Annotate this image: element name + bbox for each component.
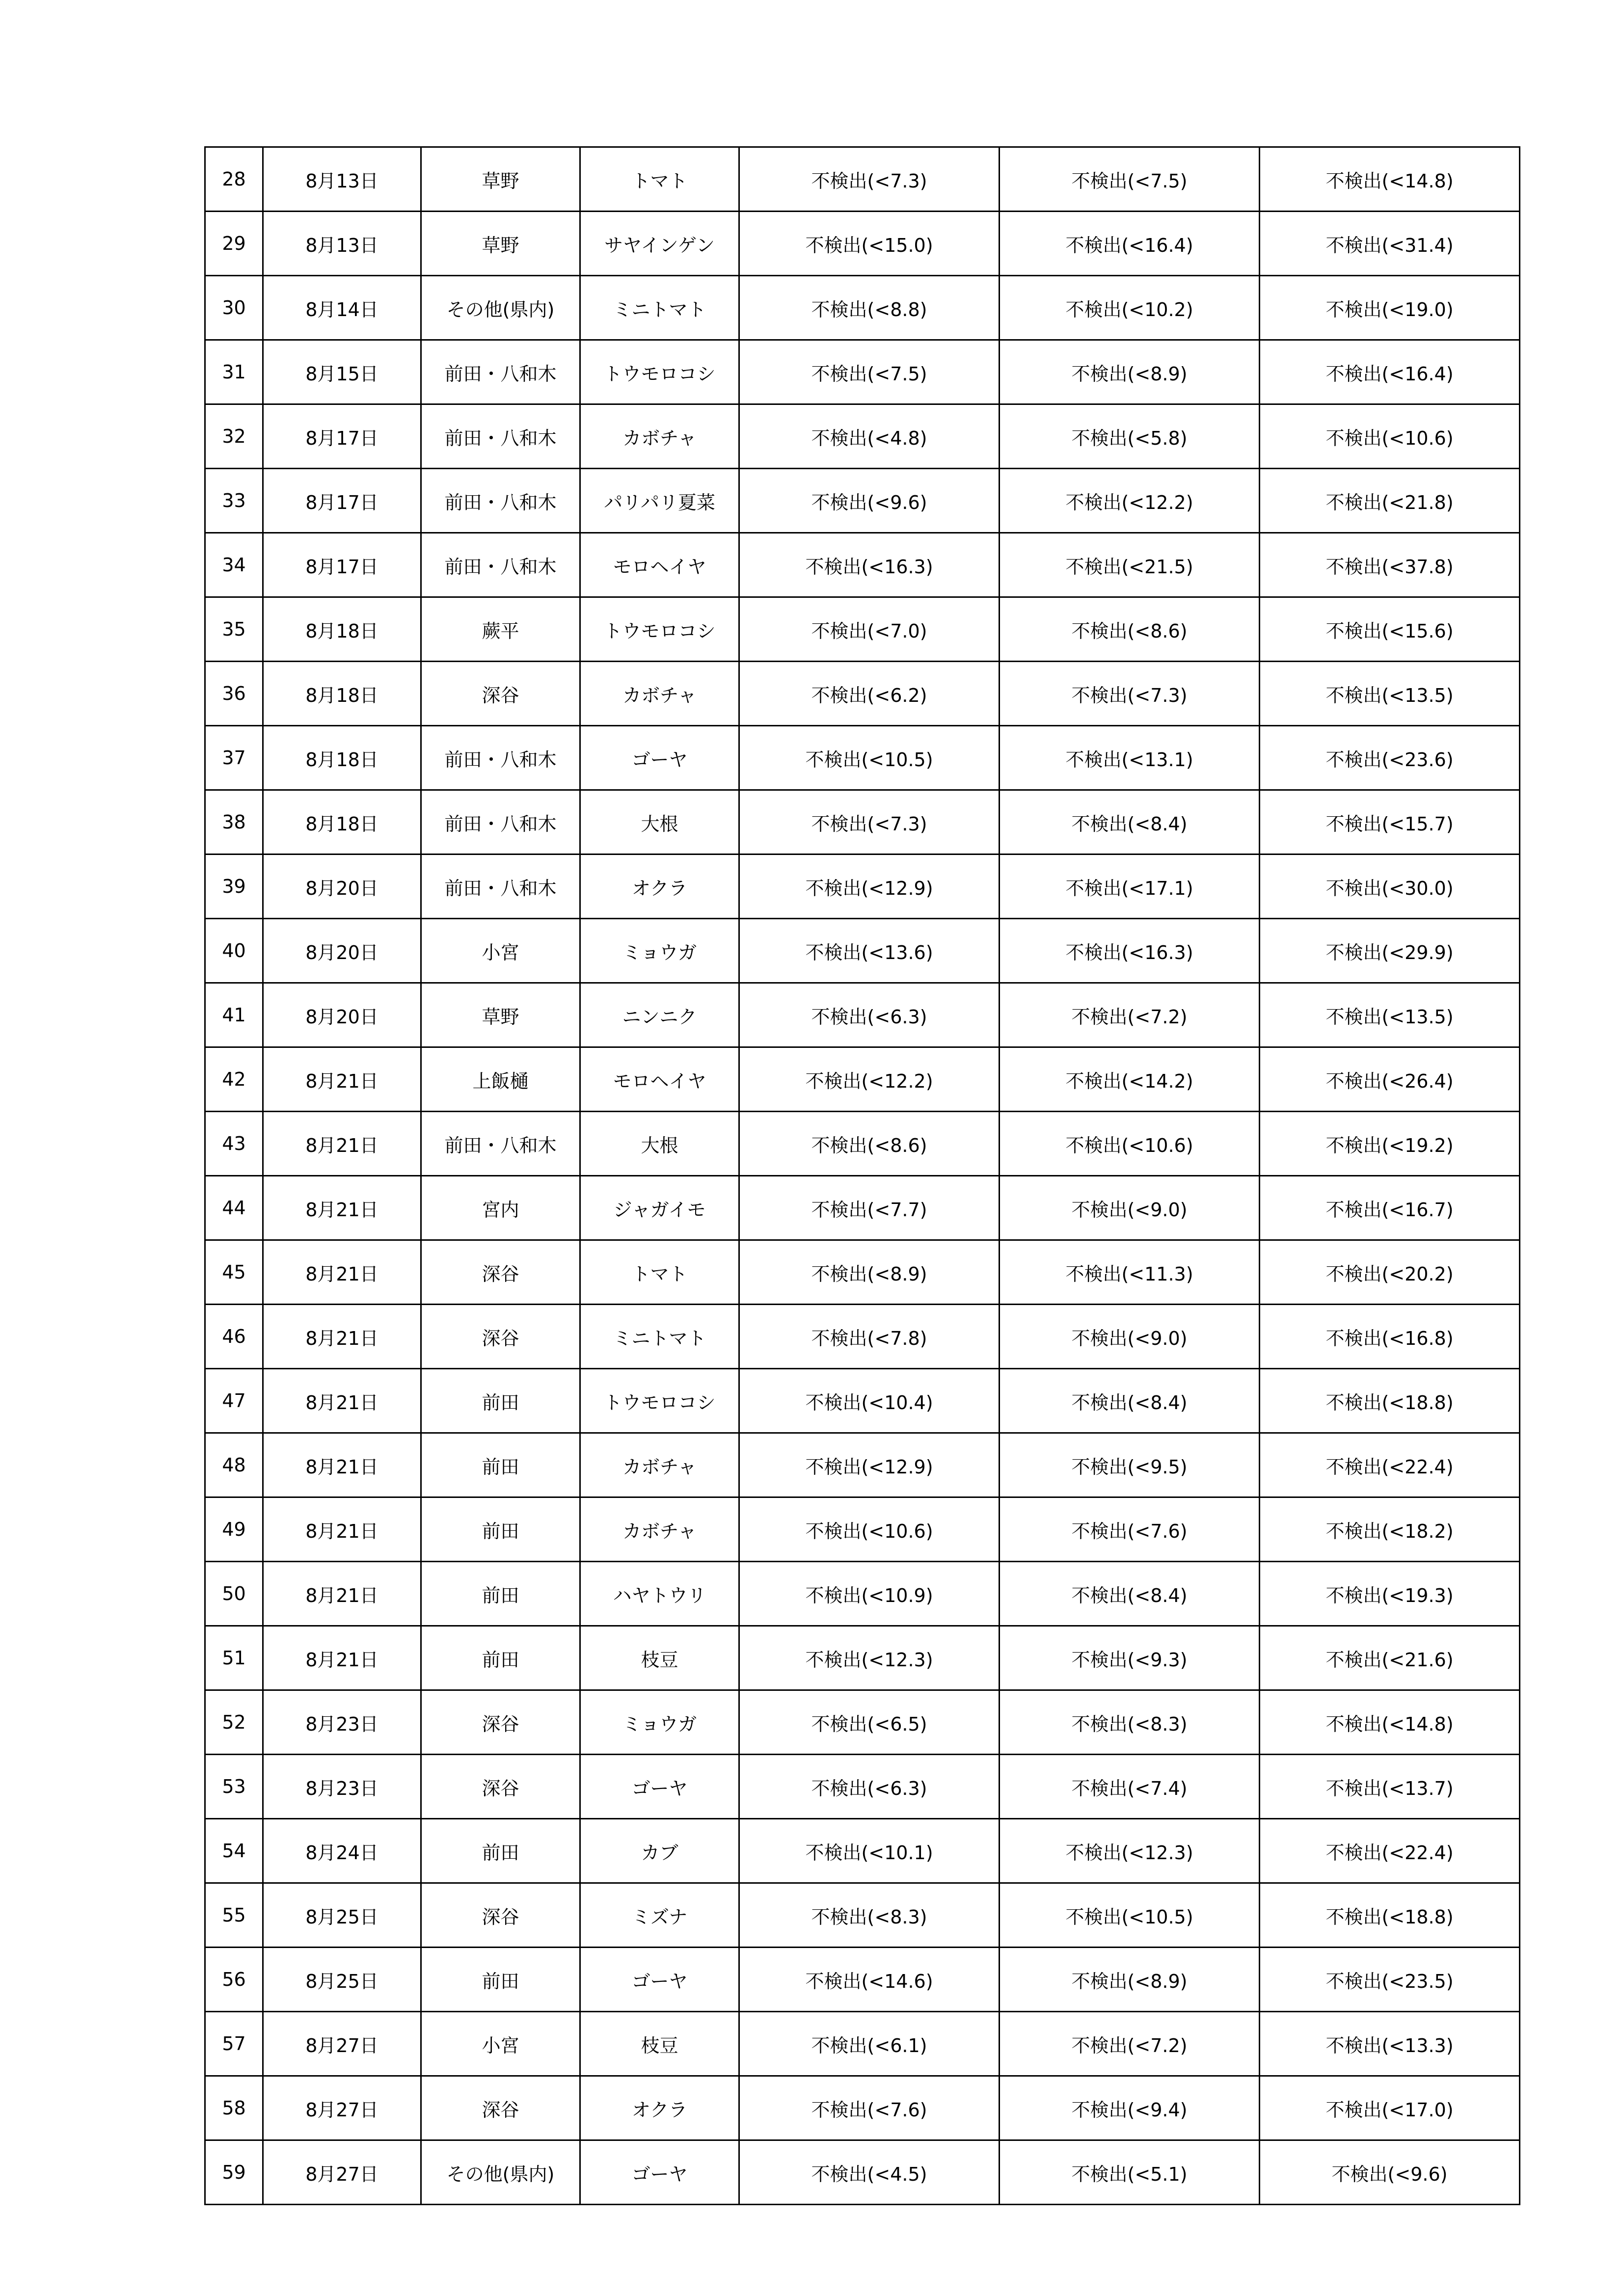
row-number-cell: 50 — [205, 1562, 263, 1626]
table-row — [205, 2012, 1520, 2076]
date-cell: 8月21日 — [263, 1562, 421, 1626]
result-3-cell: 不検出(<17.0) — [1260, 2076, 1520, 2140]
result-2-cell: 不検出(<8.9) — [1000, 1948, 1260, 2012]
result-2-cell: 不検出(<9.0) — [1000, 1305, 1260, 1369]
date-cell: 8月21日 — [263, 1176, 421, 1240]
result-2-cell: 不検出(<7.2) — [1000, 983, 1260, 1047]
row-number-cell: 35 — [205, 597, 263, 662]
result-3-cell: 不検出(<22.4) — [1260, 1433, 1520, 1497]
row-number-cell: 43 — [205, 1112, 263, 1176]
table-row — [205, 662, 1520, 726]
area-cell: 前田・八和木 — [421, 404, 580, 469]
area-cell: 前田・八和木 — [421, 340, 580, 404]
row-number-cell: 33 — [205, 469, 263, 533]
result-2-cell: 不検出(<17.1) — [1000, 854, 1260, 919]
table-row — [205, 340, 1520, 404]
result-3-cell: 不検出(<30.0) — [1260, 854, 1520, 919]
result-3-cell: 不検出(<29.9) — [1260, 919, 1520, 983]
item-cell: ミニトマト — [580, 276, 739, 340]
area-cell: 上飯樋 — [421, 1047, 580, 1112]
area-cell: 前田 — [421, 1626, 580, 1690]
item-cell: トマト — [580, 1240, 739, 1305]
result-3-cell: 不検出(<13.7) — [1260, 1755, 1520, 1819]
result-2-cell: 不検出(<14.2) — [1000, 1047, 1260, 1112]
area-cell: 前田・八和木 — [421, 533, 580, 597]
table-row — [205, 1047, 1520, 1112]
result-2-cell: 不検出(<7.3) — [1000, 662, 1260, 726]
table-row — [205, 533, 1520, 597]
result-1-cell: 不検出(<14.6) — [739, 1948, 1000, 2012]
table-row — [205, 597, 1520, 662]
result-2-cell: 不検出(<16.3) — [1000, 919, 1260, 983]
date-cell: 8月15日 — [263, 340, 421, 404]
row-number-cell: 34 — [205, 533, 263, 597]
result-2-cell: 不検出(<12.2) — [1000, 469, 1260, 533]
date-cell: 8月21日 — [263, 1369, 421, 1433]
result-1-cell: 不検出(<7.8) — [739, 1305, 1000, 1369]
item-cell: カボチャ — [580, 1433, 739, 1497]
item-cell: 大根 — [580, 790, 739, 854]
result-1-cell: 不検出(<10.1) — [739, 1819, 1000, 1883]
result-3-cell: 不検出(<13.5) — [1260, 662, 1520, 726]
result-2-cell: 不検出(<13.1) — [1000, 726, 1260, 790]
result-2-cell: 不検出(<8.4) — [1000, 1369, 1260, 1433]
result-3-cell: 不検出(<16.7) — [1260, 1176, 1520, 1240]
item-cell: ミョウガ — [580, 1690, 739, 1755]
date-cell: 8月21日 — [263, 1240, 421, 1305]
result-3-cell: 不検出(<19.2) — [1260, 1112, 1520, 1176]
area-cell: 小宮 — [421, 2012, 580, 2076]
item-cell: ミョウガ — [580, 919, 739, 983]
result-3-cell: 不検出(<26.4) — [1260, 1047, 1520, 1112]
item-cell: 枝豆 — [580, 1626, 739, 1690]
result-1-cell: 不検出(<7.3) — [739, 790, 1000, 854]
result-1-cell: 不検出(<6.3) — [739, 983, 1000, 1047]
date-cell: 8月21日 — [263, 1626, 421, 1690]
area-cell: 前田 — [421, 1433, 580, 1497]
result-1-cell: 不検出(<6.5) — [739, 1690, 1000, 1755]
result-2-cell: 不検出(<8.4) — [1000, 790, 1260, 854]
area-cell: 前田・八和木 — [421, 469, 580, 533]
result-3-cell: 不検出(<14.8) — [1260, 147, 1520, 212]
result-3-cell: 不検出(<21.8) — [1260, 469, 1520, 533]
item-cell: モロヘイヤ — [580, 533, 739, 597]
result-1-cell: 不検出(<7.6) — [739, 2076, 1000, 2140]
result-3-cell: 不検出(<18.2) — [1260, 1497, 1520, 1562]
row-number-cell: 59 — [205, 2140, 263, 2205]
result-3-cell: 不検出(<19.0) — [1260, 276, 1520, 340]
row-number-cell: 53 — [205, 1755, 263, 1819]
result-2-cell: 不検出(<7.4) — [1000, 1755, 1260, 1819]
result-1-cell: 不検出(<6.1) — [739, 2012, 1000, 2076]
row-number-cell: 44 — [205, 1176, 263, 1240]
result-3-cell: 不検出(<37.8) — [1260, 533, 1520, 597]
result-1-cell: 不検出(<9.6) — [739, 469, 1000, 533]
item-cell: カブ — [580, 1819, 739, 1883]
item-cell: ハヤトウリ — [580, 1562, 739, 1626]
table-row — [205, 404, 1520, 469]
result-2-cell: 不検出(<9.0) — [1000, 1176, 1260, 1240]
result-2-cell: 不検出(<8.3) — [1000, 1690, 1260, 1755]
item-cell: ニンニク — [580, 983, 739, 1047]
row-number-cell: 39 — [205, 854, 263, 919]
result-1-cell: 不検出(<8.9) — [739, 1240, 1000, 1305]
table-row — [205, 983, 1520, 1047]
result-3-cell: 不検出(<15.7) — [1260, 790, 1520, 854]
area-cell: 深谷 — [421, 1690, 580, 1755]
result-1-cell: 不検出(<10.6) — [739, 1497, 1000, 1562]
result-1-cell: 不検出(<7.5) — [739, 340, 1000, 404]
result-3-cell: 不検出(<18.8) — [1260, 1883, 1520, 1948]
area-cell: 前田・八和木 — [421, 854, 580, 919]
table-row — [205, 1755, 1520, 1819]
date-cell: 8月21日 — [263, 1112, 421, 1176]
table-row — [205, 1626, 1520, 1690]
table-row — [205, 1240, 1520, 1305]
result-3-cell: 不検出(<23.6) — [1260, 726, 1520, 790]
date-cell: 8月18日 — [263, 790, 421, 854]
result-3-cell: 不検出(<13.5) — [1260, 983, 1520, 1047]
result-2-cell: 不検出(<11.3) — [1000, 1240, 1260, 1305]
result-1-cell: 不検出(<6.3) — [739, 1755, 1000, 1819]
item-cell: トウモロコシ — [580, 1369, 739, 1433]
item-cell: 大根 — [580, 1112, 739, 1176]
table-row — [205, 1497, 1520, 1562]
result-3-cell: 不検出(<15.6) — [1260, 597, 1520, 662]
result-2-cell: 不検出(<5.1) — [1000, 2140, 1260, 2205]
table-row — [205, 1819, 1520, 1883]
date-cell: 8月27日 — [263, 2140, 421, 2205]
row-number-cell: 42 — [205, 1047, 263, 1112]
area-cell: 前田 — [421, 1369, 580, 1433]
result-1-cell: 不検出(<12.2) — [739, 1047, 1000, 1112]
result-3-cell: 不検出(<31.4) — [1260, 212, 1520, 276]
result-2-cell: 不検出(<10.2) — [1000, 276, 1260, 340]
date-cell: 8月17日 — [263, 533, 421, 597]
table-row — [205, 1369, 1520, 1433]
row-number-cell: 31 — [205, 340, 263, 404]
table-row — [205, 919, 1520, 983]
result-3-cell: 不検出(<22.4) — [1260, 1819, 1520, 1883]
result-2-cell: 不検出(<21.5) — [1000, 533, 1260, 597]
date-cell: 8月18日 — [263, 726, 421, 790]
result-2-cell: 不検出(<9.4) — [1000, 2076, 1260, 2140]
result-2-cell: 不検出(<10.5) — [1000, 1883, 1260, 1948]
item-cell: 枝豆 — [580, 2012, 739, 2076]
row-number-cell: 37 — [205, 726, 263, 790]
item-cell: ゴーヤ — [580, 2140, 739, 2205]
result-1-cell: 不検出(<15.0) — [739, 212, 1000, 276]
area-cell: 宮内 — [421, 1176, 580, 1240]
row-number-cell: 49 — [205, 1497, 263, 1562]
date-cell: 8月20日 — [263, 919, 421, 983]
area-cell: 深谷 — [421, 662, 580, 726]
result-2-cell: 不検出(<7.2) — [1000, 2012, 1260, 2076]
result-1-cell: 不検出(<13.6) — [739, 919, 1000, 983]
table-row — [205, 212, 1520, 276]
result-2-cell: 不検出(<7.5) — [1000, 147, 1260, 212]
row-number-cell: 58 — [205, 2076, 263, 2140]
result-2-cell: 不検出(<8.6) — [1000, 597, 1260, 662]
table-row — [205, 1112, 1520, 1176]
result-2-cell: 不検出(<7.6) — [1000, 1497, 1260, 1562]
result-1-cell: 不検出(<12.9) — [739, 1433, 1000, 1497]
table-row — [205, 854, 1520, 919]
result-1-cell: 不検出(<8.8) — [739, 276, 1000, 340]
results-table-body — [205, 147, 1520, 2205]
table-row — [205, 1176, 1520, 1240]
result-1-cell: 不検出(<7.3) — [739, 147, 1000, 212]
item-cell: トウモロコシ — [580, 597, 739, 662]
result-1-cell: 不検出(<8.6) — [739, 1112, 1000, 1176]
result-3-cell: 不検出(<21.6) — [1260, 1626, 1520, 1690]
item-cell: ジャガイモ — [580, 1176, 739, 1240]
result-3-cell: 不検出(<20.2) — [1260, 1240, 1520, 1305]
row-number-cell: 56 — [205, 1948, 263, 2012]
date-cell: 8月17日 — [263, 404, 421, 469]
date-cell: 8月21日 — [263, 1305, 421, 1369]
result-1-cell: 不検出(<16.3) — [739, 533, 1000, 597]
item-cell: ゴーヤ — [580, 1948, 739, 2012]
item-cell: サヤインゲン — [580, 212, 739, 276]
table-row — [205, 2076, 1520, 2140]
item-cell: オクラ — [580, 2076, 739, 2140]
area-cell: 小宮 — [421, 919, 580, 983]
row-number-cell: 54 — [205, 1819, 263, 1883]
result-3-cell: 不検出(<10.6) — [1260, 404, 1520, 469]
table-row — [205, 1948, 1520, 2012]
row-number-cell: 45 — [205, 1240, 263, 1305]
item-cell: カボチャ — [580, 404, 739, 469]
area-cell: 深谷 — [421, 1883, 580, 1948]
row-number-cell: 29 — [205, 212, 263, 276]
result-3-cell: 不検出(<13.3) — [1260, 2012, 1520, 2076]
area-cell: 深谷 — [421, 1305, 580, 1369]
date-cell: 8月25日 — [263, 1948, 421, 2012]
date-cell: 8月13日 — [263, 147, 421, 212]
result-3-cell: 不検出(<16.8) — [1260, 1305, 1520, 1369]
area-cell: 前田 — [421, 1948, 580, 2012]
result-3-cell: 不検出(<9.6) — [1260, 2140, 1520, 2205]
date-cell: 8月23日 — [263, 1690, 421, 1755]
area-cell: 深谷 — [421, 1240, 580, 1305]
item-cell: オクラ — [580, 854, 739, 919]
row-number-cell: 41 — [205, 983, 263, 1047]
table-row — [205, 1433, 1520, 1497]
area-cell: 深谷 — [421, 1755, 580, 1819]
result-2-cell: 不検出(<9.5) — [1000, 1433, 1260, 1497]
date-cell: 8月18日 — [263, 662, 421, 726]
result-3-cell: 不検出(<16.4) — [1260, 340, 1520, 404]
area-cell: 蕨平 — [421, 597, 580, 662]
result-1-cell: 不検出(<6.2) — [739, 662, 1000, 726]
date-cell: 8月27日 — [263, 2012, 421, 2076]
table-row — [205, 1562, 1520, 1626]
results-table — [204, 146, 1520, 2205]
result-1-cell: 不検出(<10.4) — [739, 1369, 1000, 1433]
row-number-cell: 28 — [205, 147, 263, 212]
row-number-cell: 51 — [205, 1626, 263, 1690]
area-cell: 前田 — [421, 1819, 580, 1883]
item-cell: トウモロコシ — [580, 340, 739, 404]
date-cell: 8月17日 — [263, 469, 421, 533]
date-cell: 8月21日 — [263, 1433, 421, 1497]
result-3-cell: 不検出(<18.8) — [1260, 1369, 1520, 1433]
result-1-cell: 不検出(<4.5) — [739, 2140, 1000, 2205]
result-2-cell: 不検出(<8.9) — [1000, 340, 1260, 404]
area-cell: 前田 — [421, 1497, 580, 1562]
row-number-cell: 55 — [205, 1883, 263, 1948]
area-cell: 草野 — [421, 983, 580, 1047]
date-cell: 8月27日 — [263, 2076, 421, 2140]
date-cell: 8月18日 — [263, 597, 421, 662]
area-cell: 深谷 — [421, 2076, 580, 2140]
result-1-cell: 不検出(<10.9) — [739, 1562, 1000, 1626]
date-cell: 8月24日 — [263, 1819, 421, 1883]
table-row — [205, 1883, 1520, 1948]
result-1-cell: 不検出(<8.3) — [739, 1883, 1000, 1948]
result-2-cell: 不検出(<16.4) — [1000, 212, 1260, 276]
area-cell: その他(県内) — [421, 276, 580, 340]
result-3-cell: 不検出(<23.5) — [1260, 1948, 1520, 2012]
area-cell: 前田・八和木 — [421, 1112, 580, 1176]
result-1-cell: 不検出(<7.7) — [739, 1176, 1000, 1240]
result-2-cell: 不検出(<8.4) — [1000, 1562, 1260, 1626]
table-row — [205, 726, 1520, 790]
date-cell: 8月21日 — [263, 1047, 421, 1112]
row-number-cell: 46 — [205, 1305, 263, 1369]
date-cell: 8月25日 — [263, 1883, 421, 1948]
area-cell: 前田・八和木 — [421, 790, 580, 854]
area-cell: 草野 — [421, 212, 580, 276]
date-cell: 8月21日 — [263, 1497, 421, 1562]
table-row — [205, 469, 1520, 533]
result-3-cell: 不検出(<19.3) — [1260, 1562, 1520, 1626]
result-2-cell: 不検出(<9.3) — [1000, 1626, 1260, 1690]
result-2-cell: 不検出(<12.3) — [1000, 1819, 1260, 1883]
row-number-cell: 40 — [205, 919, 263, 983]
table-row — [205, 276, 1520, 340]
date-cell: 8月20日 — [263, 983, 421, 1047]
row-number-cell: 32 — [205, 404, 263, 469]
row-number-cell: 48 — [205, 1433, 263, 1497]
result-1-cell: 不検出(<12.9) — [739, 854, 1000, 919]
area-cell: その他(県内) — [421, 2140, 580, 2205]
date-cell: 8月13日 — [263, 212, 421, 276]
row-number-cell: 36 — [205, 662, 263, 726]
date-cell: 8月14日 — [263, 276, 421, 340]
row-number-cell: 57 — [205, 2012, 263, 2076]
item-cell: ミニトマト — [580, 1305, 739, 1369]
table-row — [205, 1690, 1520, 1755]
result-2-cell: 不検出(<5.8) — [1000, 404, 1260, 469]
result-1-cell: 不検出(<12.3) — [739, 1626, 1000, 1690]
table-row — [205, 147, 1520, 212]
item-cell: ゴーヤ — [580, 726, 739, 790]
date-cell: 8月20日 — [263, 854, 421, 919]
result-1-cell: 不検出(<7.0) — [739, 597, 1000, 662]
date-cell: 8月23日 — [263, 1755, 421, 1819]
item-cell: ゴーヤ — [580, 1755, 739, 1819]
row-number-cell: 38 — [205, 790, 263, 854]
result-2-cell: 不検出(<10.6) — [1000, 1112, 1260, 1176]
result-1-cell: 不検出(<4.8) — [739, 404, 1000, 469]
area-cell: 前田 — [421, 1562, 580, 1626]
table-row — [205, 1305, 1520, 1369]
area-cell: 草野 — [421, 147, 580, 212]
row-number-cell: 30 — [205, 276, 263, 340]
table-row — [205, 2140, 1520, 2205]
area-cell: 前田・八和木 — [421, 726, 580, 790]
item-cell: モロヘイヤ — [580, 1047, 739, 1112]
result-3-cell: 不検出(<14.8) — [1260, 1690, 1520, 1755]
item-cell: ミズナ — [580, 1883, 739, 1948]
item-cell: カボチャ — [580, 1497, 739, 1562]
result-1-cell: 不検出(<10.5) — [739, 726, 1000, 790]
table-row — [205, 790, 1520, 854]
item-cell: カボチャ — [580, 662, 739, 726]
row-number-cell: 52 — [205, 1690, 263, 1755]
item-cell: パリパリ夏菜 — [580, 469, 739, 533]
row-number-cell: 47 — [205, 1369, 263, 1433]
item-cell: トマト — [580, 147, 739, 212]
